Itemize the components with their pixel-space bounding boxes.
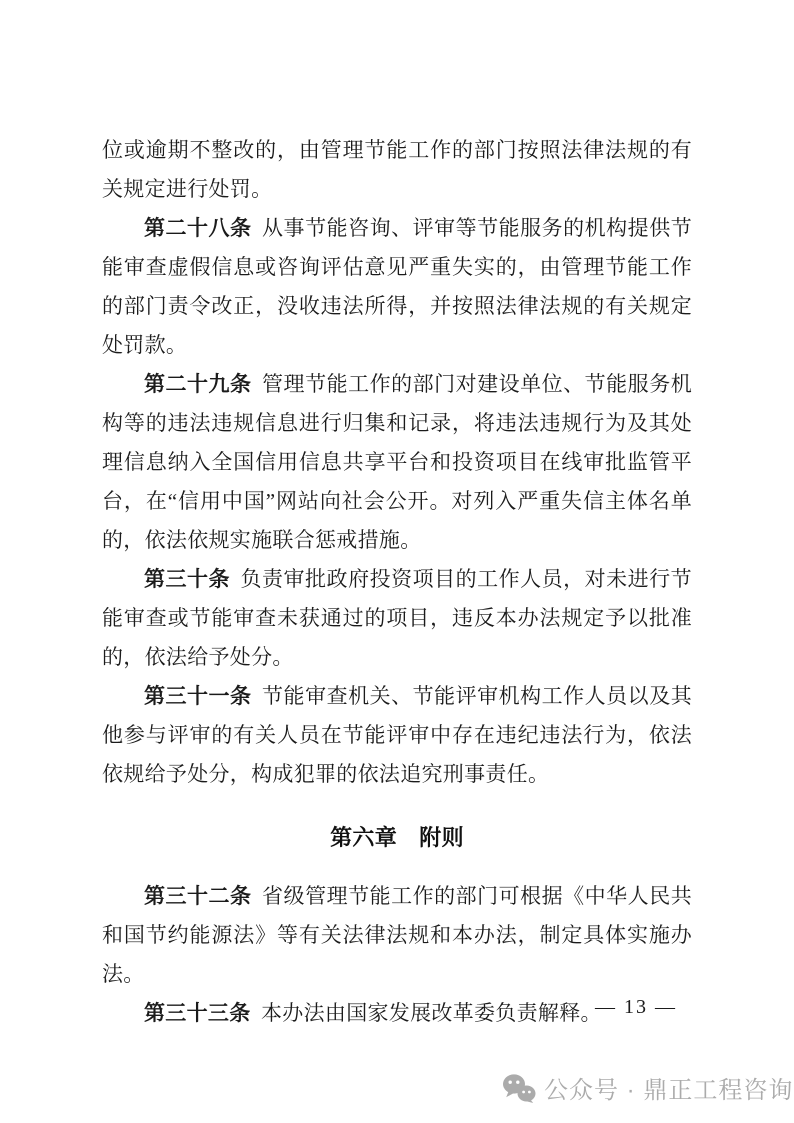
document-body xyxy=(102,131,692,1033)
article-text: 节能审查机关、节能评审机构工作人员以及其他参与评审的有关人员在节能评审中存在违纪违法行为，依法依规给予处分，构成犯罪的依法追究刑事责任。 xyxy=(102,684,693,786)
article-text: 本办法由国家发展改革委负责解释。 xyxy=(261,1001,602,1025)
footer-watermark-text: 公众号 · 鼎正工程咨询 xyxy=(544,1077,794,1104)
article-paragraph-31 xyxy=(102,677,692,794)
article-paragraph-29 xyxy=(102,365,692,560)
article-number: 第三十一条 xyxy=(144,685,252,708)
article-number: 第二十九条 xyxy=(144,373,252,396)
article-text: 负责审批政府投资项目的工作人员，对未进行节能审查或节能审查未获通过的项目，违反本办法规定予以批准的，依法给予处分。 xyxy=(102,567,692,669)
wechat-icon xyxy=(502,1073,536,1103)
article-text: 从事节能咨询、评审等节能服务的机构提供节能审查虚假信息或咨询评估意见严重失实的，由管理节能工作的部门责令改正，没收违法所得，并按照法律法规的有关规定处罚款。 xyxy=(102,216,693,357)
article-text: 省级管理节能工作的部门可根据《中华人民共和国节约能源法》等有关法律法规和本办法，制定具体实施办法。 xyxy=(102,884,693,986)
footer-watermark xyxy=(502,1070,793,1105)
article-text: 管理节能工作的部门对建设单位、节能服务机构等的违法违规信息进行归集和记录，将违法违规行为及其处理信息纳入全国信用信息共享平台和投资项目在线审批监管平台，在“信用中国”网站向社会公开。对列入严重失信主体名单的，依法依规实施联合惩戒措施。 xyxy=(102,372,693,552)
chapter-heading: 第六章 附则 xyxy=(330,825,464,850)
article-number: 第二十八条 xyxy=(144,217,252,240)
article-number: 第三十三条 xyxy=(144,1002,251,1025)
page-number: — 13 — xyxy=(595,996,677,1018)
article-number: 第三十条 xyxy=(144,568,231,591)
continuation-paragraph: 位或逾期不整改的，由管理节能工作的部门按照法律法规的有关规定进行处罚。 xyxy=(102,138,692,201)
article-number: 第三十二条 xyxy=(144,885,252,908)
article-paragraph-32 xyxy=(102,877,692,994)
article-paragraph-30 xyxy=(102,560,692,677)
article-paragraph-28 xyxy=(102,209,692,365)
